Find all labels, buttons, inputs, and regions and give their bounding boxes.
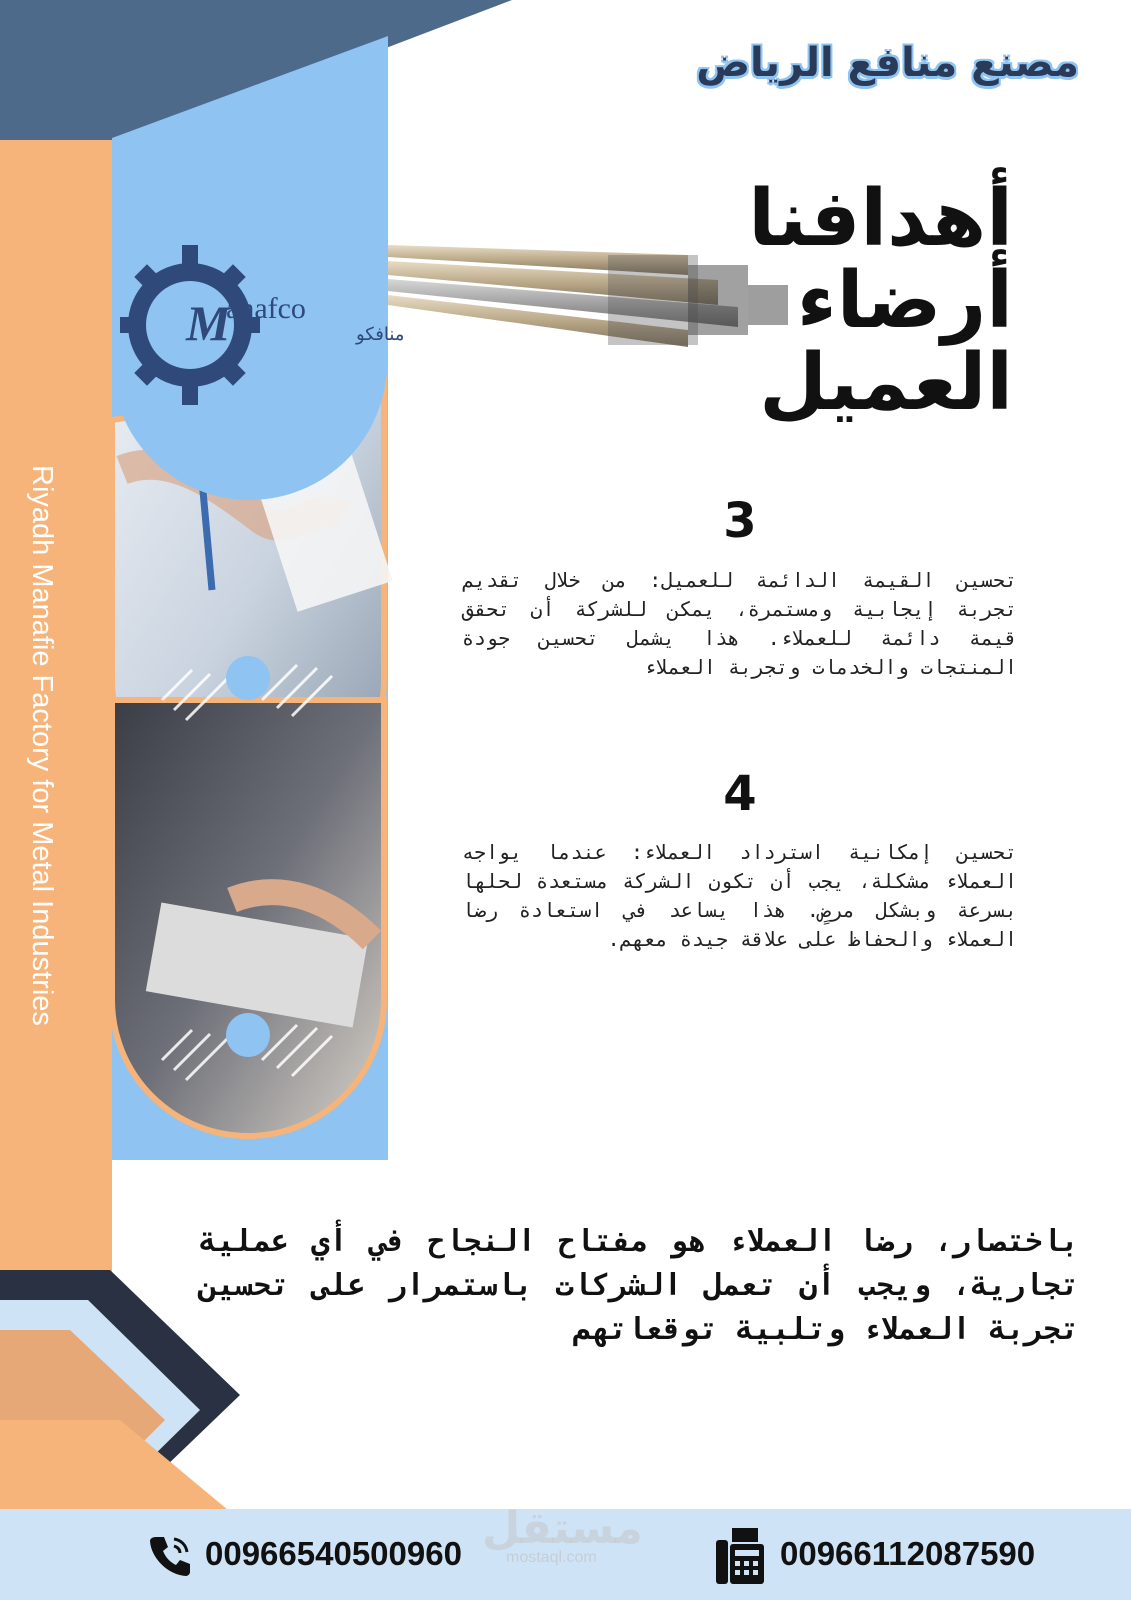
landline-number[interactable]: 00966112087590 [780,1535,1036,1572]
phone-icon [148,1533,192,1577]
mobile-number[interactable]: 00966540500960 [205,1535,462,1572]
watermark-arabic: مستقل [482,1503,643,1554]
logo-letter: M [186,295,231,351]
logo-latin-rest: anafco [226,292,306,325]
manafco-logo [120,240,405,410]
goal-text: تحسين إمكانية استرداد العملاء: عندما يواجه العملاء مشكلة، يجب أن تكون الشركة مستعدة لحلها بسرعة وبشكل مرضٍ. هذا يساعد في استعادة رضا العملاء والحفاظ على علاقة جيدة معهم. [462,840,1017,951]
brand-title: مصنع منافع الرياض [696,40,1079,86]
tagline-vertical: Riyadh Manafie Factory for Metal Industries [26,465,58,1026]
heading-line-1: أهدافنا [748,174,1013,264]
page-heading [748,174,1013,428]
heading-line-3: العميل [759,338,1013,428]
goal-text: تحسين القيمة الدائمة للعميل: من خلال تقديم تجربة إيجابية ومستمرة، يمكن للشركة أن تحقق قيمة دائمة للعملاء. هذا يشمل تحسين جودة المنتجات والخدمات وتجربة العملاء [462,568,1017,679]
summary-paragraph: باختصار، رضا العملاء هو مفتاح النجاح في أي عملية تجارية، ويجب أن تعمل الشركات باستمرار على تحسين تجربة العملاء وتلبية توقعاتهم [199,1224,1079,1347]
watermark-latin: mostaql.com [506,1549,597,1566]
heading-line-2: أرضاء [796,256,1013,346]
fax-phone-icon [716,1526,764,1586]
logo-arabic: منافكو [356,324,405,345]
goal-number: 3 [723,493,757,549]
goal-number: 4 [723,766,757,822]
